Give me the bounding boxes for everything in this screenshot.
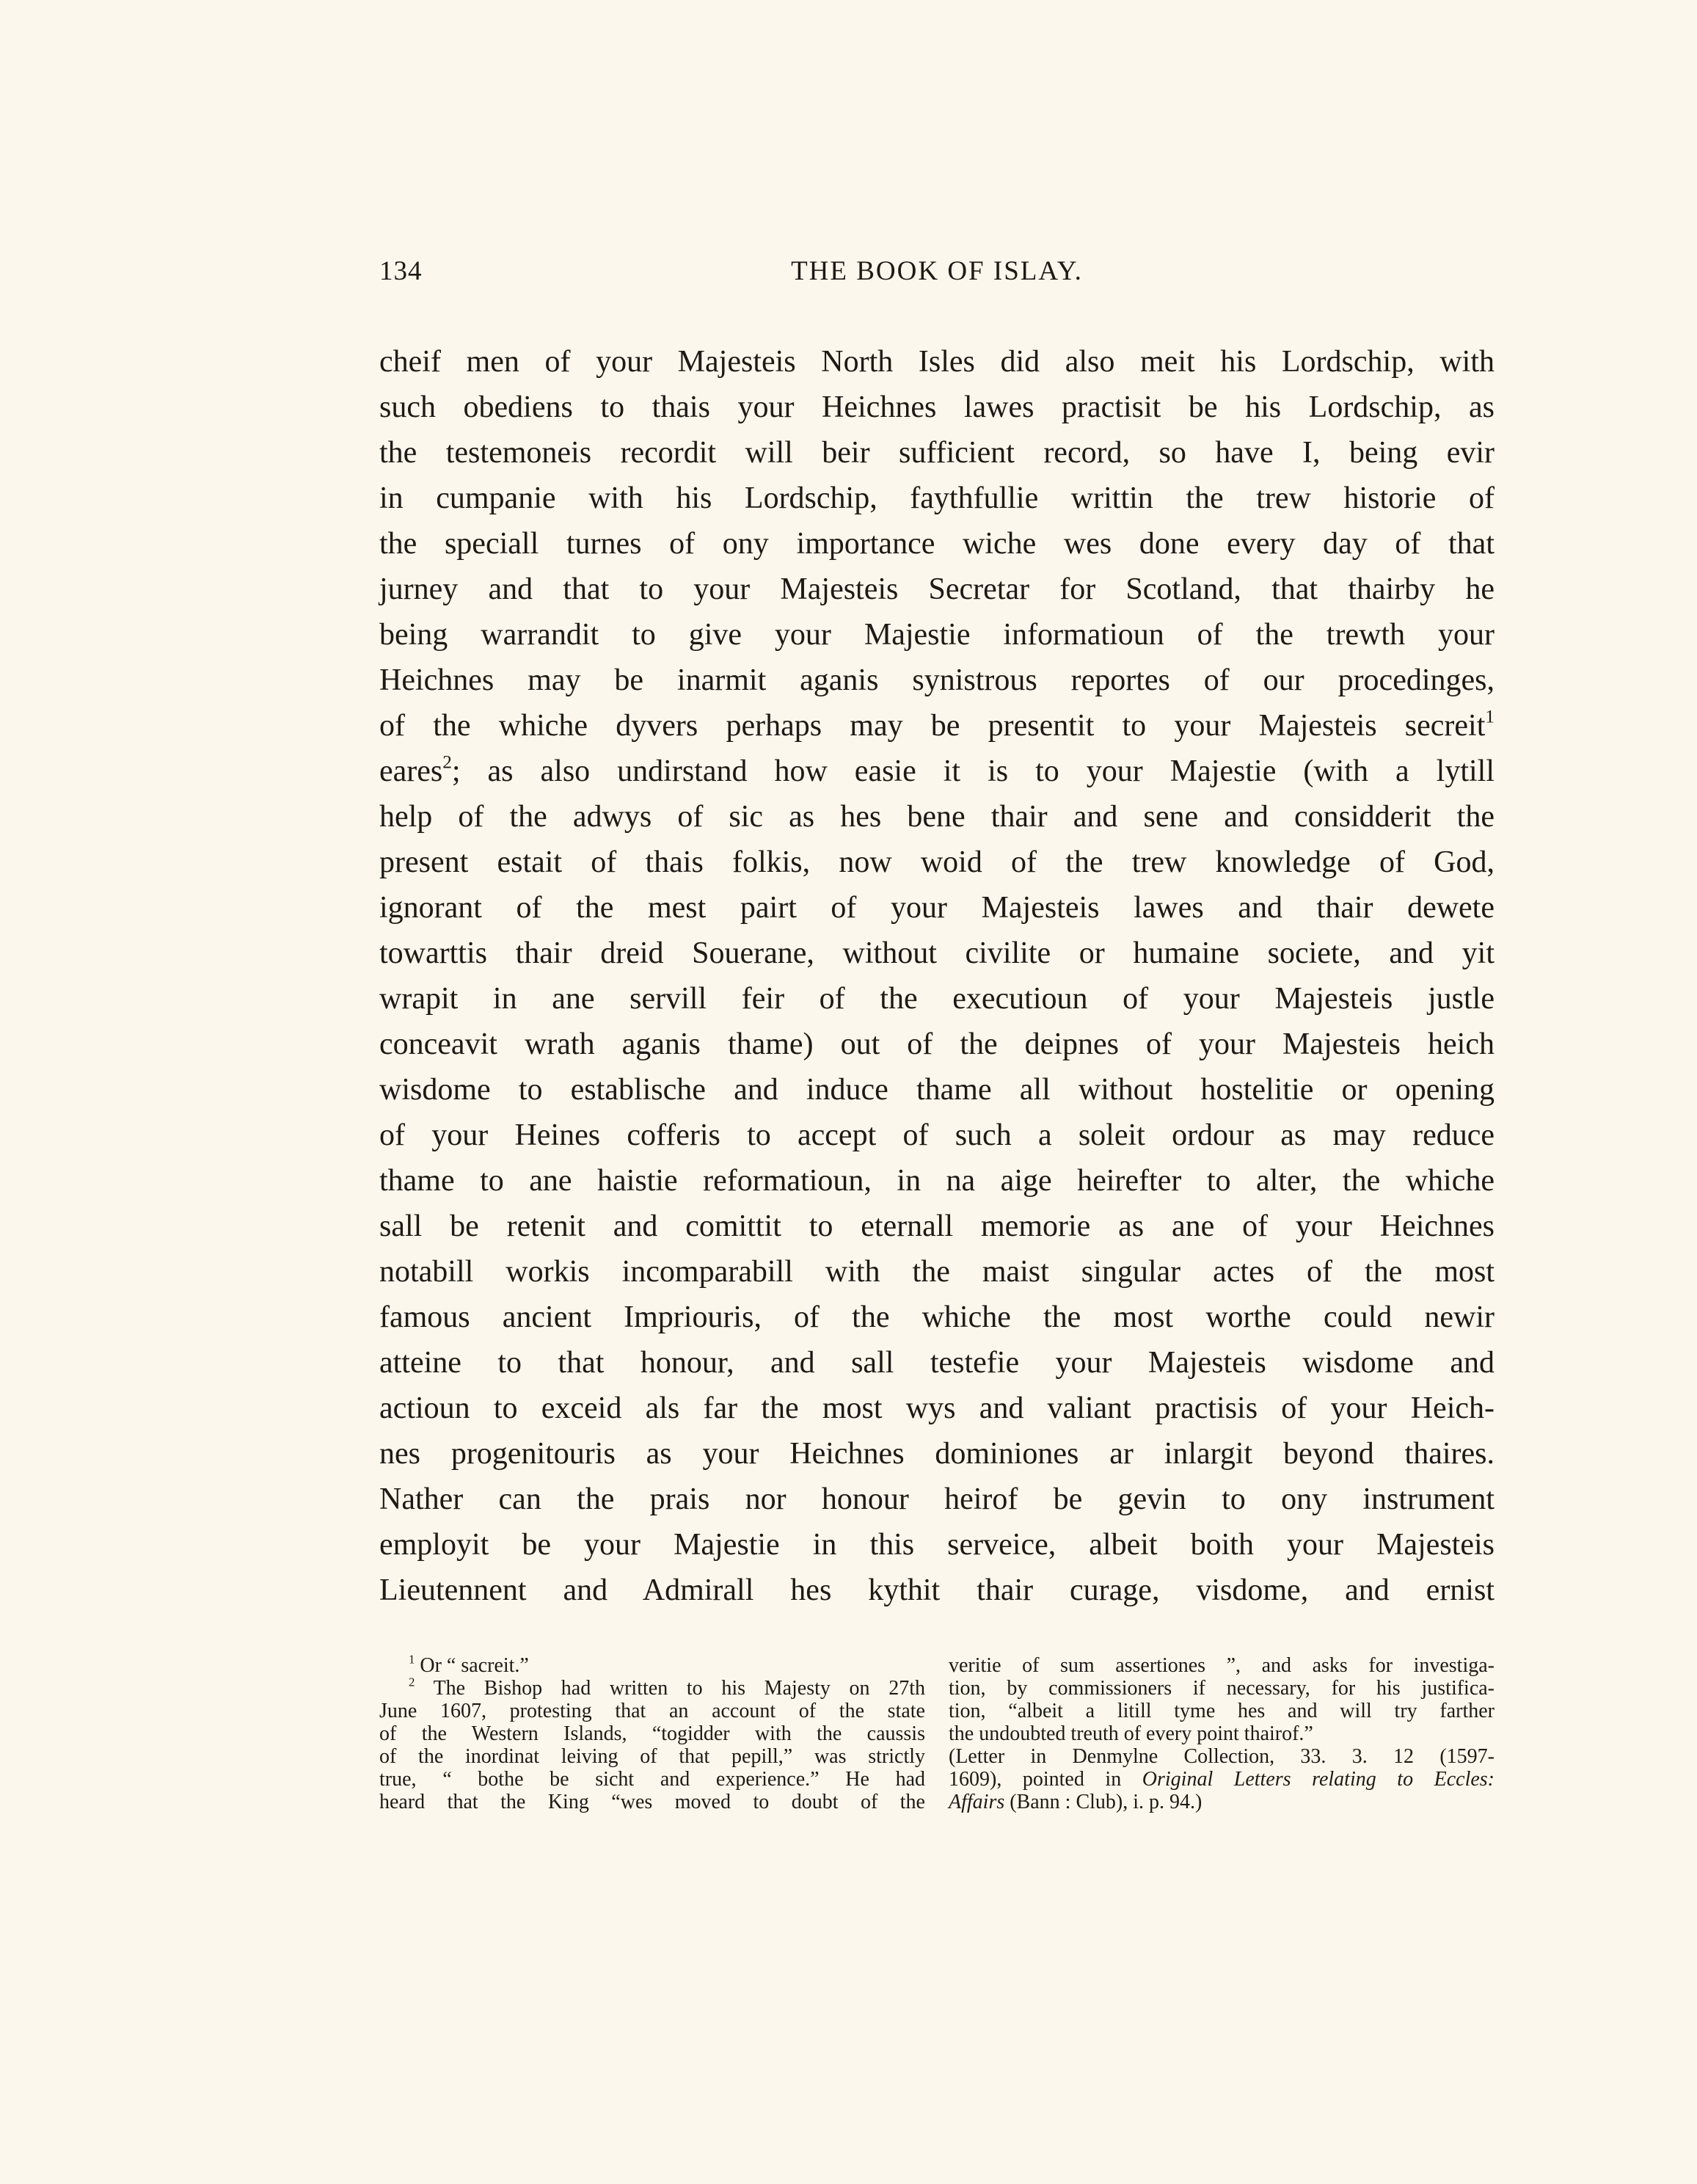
body-line: wisdome to establische and induce thame all without hostelitie or opening bbox=[379, 1073, 1495, 1107]
footnote-2-line: heard that the King “wes moved to doubt of the bbox=[379, 1791, 925, 1813]
footnote-ref-1: 1 bbox=[1485, 707, 1495, 727]
footnote-1 bbox=[379, 1654, 925, 1677]
body-line: the speciall turnes of ony importance wiche wes done every day of that bbox=[379, 527, 1495, 561]
footnote-2-line: true, “ bothe be sicht and experience.” He had bbox=[379, 1768, 925, 1791]
body-line: employit be your Majestie in this serveice, albeit boith your Majesteis bbox=[379, 1528, 1495, 1562]
footnote-title-italic: Original Letters relating to Eccles: bbox=[1142, 1768, 1495, 1791]
body-line: of your Heines cofferis to accept of such a soleit ordour as may reduce bbox=[379, 1118, 1495, 1152]
body-line bbox=[379, 703, 1495, 749]
body-line: Nather can the prais nor honour heirof be gevin to ony instrument bbox=[379, 1482, 1495, 1516]
body-line: thame to ane haistie reformatioun, in na aige heirefter to alter, the whiche bbox=[379, 1164, 1495, 1198]
footnote-2-line bbox=[379, 1677, 925, 1700]
body-line: cheif men of your Majesteis North Isles did also meit his Lordschip, with bbox=[379, 345, 1495, 379]
footnotes-left-column bbox=[379, 1654, 925, 1813]
body-line: jurney and that to your Majesteis Secretar for Scotland, that thairby he bbox=[379, 572, 1495, 606]
body-line: sall be retenit and comittit to eternall memorie as ane of your Heichnes bbox=[379, 1209, 1495, 1243]
footnote-2-line: tion, “albeit a litill tyme hes and will try farther bbox=[949, 1700, 1495, 1722]
body-line-text: ; as also undirstand how easie it is to your Majestie (with a lytill bbox=[451, 754, 1495, 788]
running-title: THE BOOK OF ISLAY. bbox=[791, 256, 1083, 286]
body-text bbox=[379, 339, 1495, 1613]
body-line: the testemoneis recordit will beir sufficient record, so have I, being evir bbox=[379, 436, 1495, 470]
body-line: Lieutennent and Admirall hes kythit thair curage, visdome, and ernist bbox=[379, 1573, 1495, 1607]
body-line: famous ancient Impriouris, of the whiche the most worthe could newir bbox=[379, 1300, 1495, 1334]
footnote-title-italic: Affairs bbox=[949, 1791, 1005, 1813]
footnote-2-line: the undoubted treuth of every point thairof.” bbox=[949, 1722, 1313, 1745]
page-number: 134 bbox=[379, 256, 423, 286]
body-line: ignorant of the mest pairt of your Majesteis lawes and thair dewete bbox=[379, 891, 1495, 925]
body-line: atteine to that honour, and sall testefie your Majesteis wisdome and bbox=[379, 1346, 1495, 1380]
body-line: such obediens to thais your Heichnes lawes practisit be his Lordschip, as bbox=[379, 390, 1495, 424]
footnote-text: Or “ sacreit.” bbox=[420, 1654, 529, 1677]
footnote-text: The Bishop had written to his Majesty on 27th bbox=[433, 1677, 925, 1700]
footnote-ref-2: 2 bbox=[442, 752, 452, 773]
footnote-2-line: of the inordinat leiving of that pepill,” was strictly bbox=[379, 1745, 925, 1768]
body-line bbox=[379, 749, 1495, 794]
footnote-2-line: veritie of sum assertiones ”, and asks for investiga- bbox=[949, 1654, 1495, 1677]
body-line: being warrandit to give your Majestie informatioun of the trewth your bbox=[379, 618, 1495, 652]
body-line: help of the adwys of sic as hes bene thair and sene and considderit the bbox=[379, 800, 1495, 834]
body-line-text: eares bbox=[379, 754, 443, 788]
footnote-marker: 1 bbox=[409, 1652, 415, 1667]
body-line: conceavit wrath aganis thame) out of the deipnes of your Majesteis heich bbox=[379, 1027, 1495, 1061]
footnote-text: (Bann : Club), i. p. 94.) bbox=[1004, 1791, 1203, 1813]
body-line: Heichnes may be inarmit aganis synistrous reportes of our procedinges, bbox=[379, 663, 1495, 697]
footnote-2-line: of the Western Islands, “togidder with the caussis bbox=[379, 1722, 925, 1745]
footnote-marker: 2 bbox=[409, 1675, 415, 1689]
footnote-2-line bbox=[949, 1791, 1495, 1813]
body-line: actioun to exceid als far the most wys and valiant practisis of your Heich- bbox=[379, 1391, 1495, 1425]
footnote-2-line: tion, by commissioners if necessary, for his justifica- bbox=[949, 1677, 1495, 1700]
page-header bbox=[379, 255, 1495, 299]
body-line: nes progenitouris as your Heichnes dominiones ar inlargit beyond thaires. bbox=[379, 1437, 1495, 1471]
body-line: towarttis thair dreid Souerane, without civilite or humaine societe, and yit bbox=[379, 936, 1495, 970]
body-line: notabill workis incomparabill with the maist singular actes of the most bbox=[379, 1255, 1495, 1289]
footnote-text: 1609), pointed in bbox=[949, 1768, 1142, 1791]
footnote-2-line: (Letter in Denmylne Collection, 33. 3. 12 (1597- bbox=[949, 1745, 1495, 1768]
body-line: in cumpanie with his Lordschip, faythfullie writtin the trew historie of bbox=[379, 481, 1495, 515]
footnote-2-line bbox=[949, 1768, 1495, 1791]
body-line-text: of the whiche dyvers perhaps may be presentit to your Majesteis secreit bbox=[379, 709, 1486, 743]
footnote-2-line: June 1607, protesting that an account of the state bbox=[379, 1700, 925, 1722]
body-line: present estait of thais folkis, now woid of the trew knowledge of God, bbox=[379, 845, 1495, 879]
footnotes-right-column bbox=[949, 1654, 1495, 1813]
body-line: wrapit in ane servill feir of the executioun of your Majesteis justle bbox=[379, 982, 1495, 1016]
